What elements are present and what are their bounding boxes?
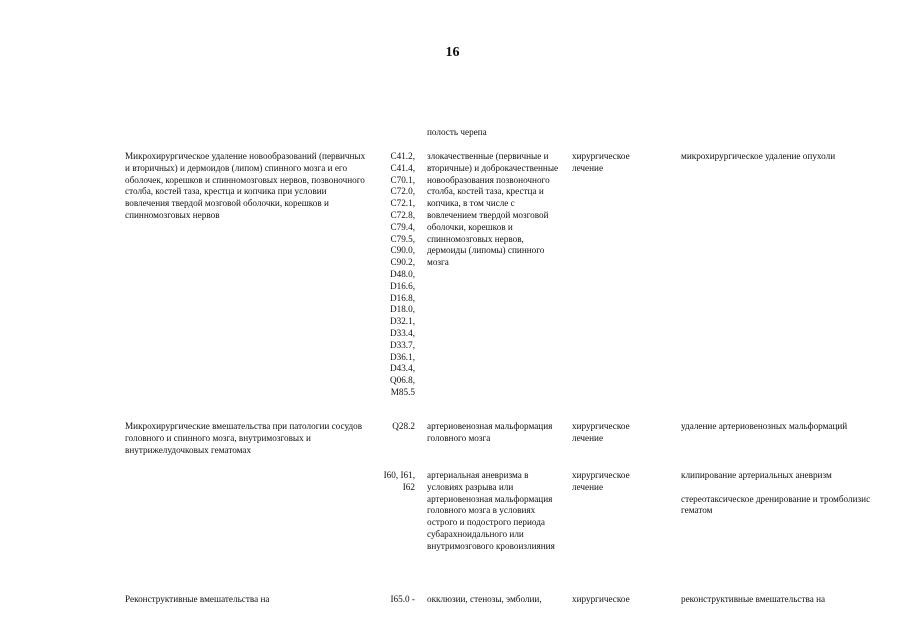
row-2-model: артериовенозная мальформация головного мозга [427,421,553,443]
row-2-intervention: Микрохирургические вмешательства при патологии сосудов головного и спинного мозга, внутримозговых и внутрижелудочковых гематомах [125,421,363,455]
row-4-model: окклюзии, стенозы, эмболии, [427,594,542,604]
carry-over-text: полость черепа [427,127,487,137]
row-1-intervention: Микрохирургическое удаление новообразований (первичных и вторичных) и дермоидов (липом) спинного мозга и его оболочек, корешков и спинномозговых нервов, позвоночного столба, костей таза, крестца и копчика при условии вовлечения твердой мозговой оболочки, корешков и спинномозговых нервов [125,151,366,220]
row-2-method: удаление артериовенозных мальформаций [681,421,848,431]
row-1-method: микрохирургическое удаление опухоли [681,151,836,161]
page-number: 16 [445,45,460,60]
row-3-codes: I60, I61, I62 [383,470,415,492]
row-4-method: реконструктивные вмешательства на [681,594,826,604]
row-2-codes: Q28.2 [392,421,415,431]
row-2-treatment: хирургическое лечение [572,421,630,443]
row-4-intervention: Реконструктивные вмешательства на [125,594,270,604]
row-3-model: артериальная аневризма в условиях разрыва или артериовенозная мальформация головного мозга в условиях острого и подострого периода субарахноидального или внутримозгового кровоизлияния [427,470,555,551]
row-1-treatment: хирургическое лечение [572,151,630,173]
row-3-method: клипирование артериальных аневризм стереотаксическое дренирование и тромболизис гематом [681,470,871,516]
row-4-treatment: хирургическое [572,594,630,604]
row-1-codes: C41.2, C41.4, C70.1, C72.0, C72.1, C72.8, C79.4, C79.5, C90.0, C90.2, D48.0, D16.6, D16.8, D18.0, D32.1, D33.4, D33.7, D36.1, D43.4, Q06.8, M85.5 [389,151,415,397]
row-3-treatment: хирургическое лечение [572,470,630,492]
row-4-codes: I65.0 - [390,594,415,604]
row-1-model: злокачественные (первичные и вторичные) и доброкачественные новообразования позвоночного столба, костей таза, крестца и копчика, в том числе с вовлечением твердой мозговой оболочки, корешков и спинномозговых нервов, дермоиды (липомы) спинного мозга [427,151,559,268]
